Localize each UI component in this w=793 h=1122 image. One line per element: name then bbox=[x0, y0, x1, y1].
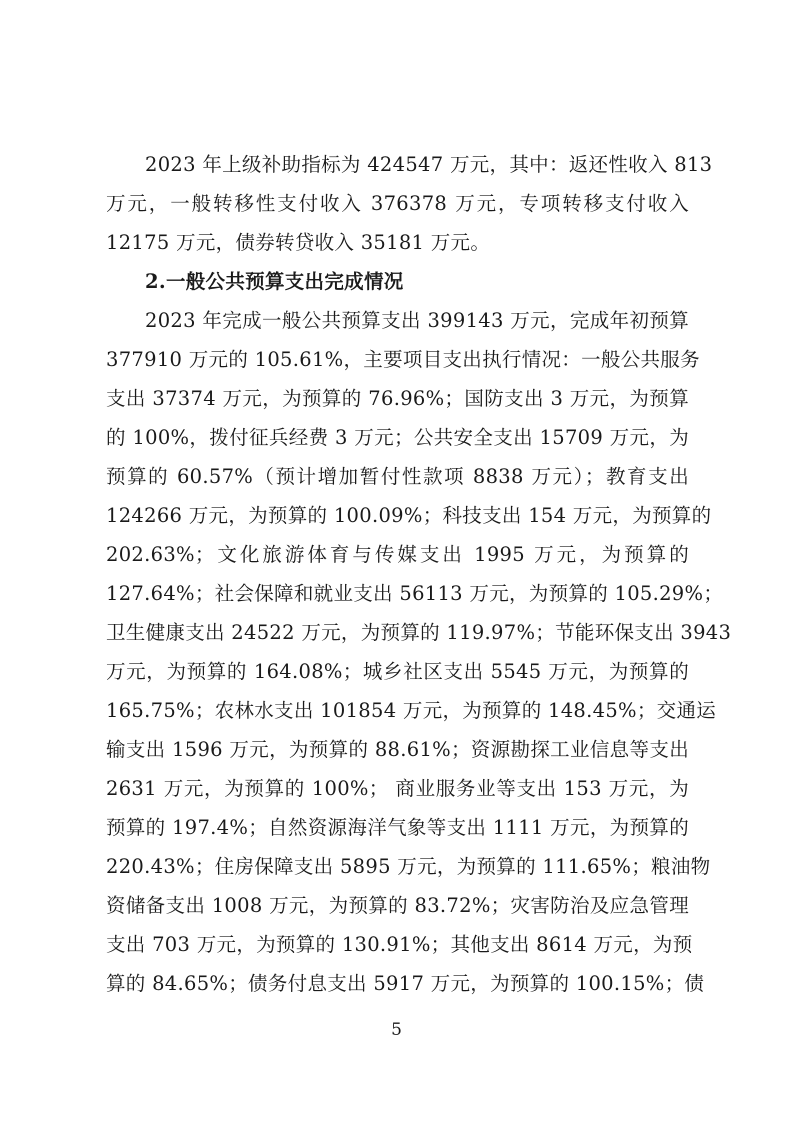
paragraph-line: 2023 年上级补助指标为 424547 万元，其中：返还性收入 813 bbox=[145, 153, 713, 176]
paragraph-line: 127.64%；社会保障和就业支出 56113 万元，为预算的 105.29%； bbox=[106, 582, 724, 605]
paragraph-line: 输支出 1596 万元，为预算的 88.61%；资源勘探工业信息等支出 bbox=[106, 738, 689, 761]
page-number: 5 bbox=[391, 1020, 402, 1040]
paragraph-line: 万元，一般转移性支付收入 376378 万元，专项转移支付收入 bbox=[106, 192, 689, 215]
paragraph-line: 算的 84.65%；债务付息支出 5917 万元，为预算的 100.15%；债 bbox=[106, 972, 705, 995]
paragraph-line: 万元，为预算的 164.08%；城乡社区支出 5545 万元，为预算的 bbox=[106, 660, 689, 683]
paragraph-line: 2631 万元，为预算的 100%； 商业服务业等支出 153 万元，为 bbox=[106, 777, 689, 800]
section-heading: 2.一般公共预算支出完成情况 bbox=[145, 270, 404, 293]
paragraph-line: 2023 年完成一般公共预算支出 399143 万元，完成年初预算 bbox=[145, 309, 689, 332]
paragraph-line: 预算的 60.57%（预计增加暂付性款项 8838 万元）；教育支出 bbox=[106, 465, 689, 488]
paragraph-line: 202.63%；文化旅游体育与传媒支出 1995 万元，为预算的 bbox=[106, 543, 689, 566]
paragraph-line: 预算的 197.4%；自然资源海洋气象等支出 1111 万元，为预算的 bbox=[106, 816, 689, 839]
paragraph-line: 220.43%；住房保障支出 5895 万元，为预算的 111.65%；粮油物 bbox=[106, 855, 711, 878]
paragraph-line: 支出 37374 万元，为预算的 76.96%；国防支出 3 万元，为预算 bbox=[106, 387, 689, 410]
paragraph-line: 12175 万元，债券转贷收入 35181 万元。 bbox=[106, 231, 491, 254]
paragraph-line: 165.75%；农林水支出 101854 万元，为预算的 148.45%；交通运 bbox=[106, 699, 717, 722]
paragraph-line: 124266 万元，为预算的 100.09%；科技支出 154 万元，为预算的 bbox=[106, 504, 712, 527]
paragraph-line: 卫生健康支出 24522 万元，为预算的 119.97%；节能环保支出 3943 bbox=[106, 621, 732, 644]
paragraph-line: 支出 703 万元，为预算的 130.91%；其他支出 8614 万元，为预 bbox=[106, 933, 693, 956]
paragraph-line: 的 100%，拨付征兵经费 3 万元；公共安全支出 15709 万元，为 bbox=[106, 426, 689, 449]
paragraph-line: 资储备支出 1008 万元，为预算的 83.72%；灾害防治及应急管理 bbox=[106, 894, 689, 917]
paragraph-line: 377910 万元的 105.61%，主要项目支出执行情况：一般公共服务 bbox=[106, 348, 700, 371]
